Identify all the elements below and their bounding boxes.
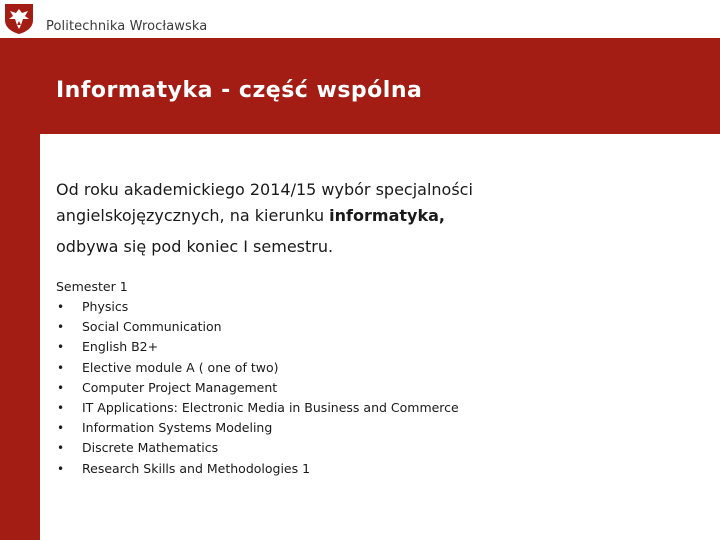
course-name: Research Skills and Methodologies 1	[82, 460, 311, 476]
bullet: •	[57, 340, 65, 355]
left-accent-bar	[0, 38, 40, 540]
list-item	[56, 337, 696, 357]
bullet: •	[57, 380, 65, 395]
intro-line-2	[56, 203, 696, 229]
bullet: •	[57, 360, 65, 375]
list-item	[56, 418, 696, 438]
intro-paragraph	[56, 177, 696, 260]
intro-line-1: Od roku akademickiego 2014/15 wybór specjalności	[56, 180, 473, 199]
pwr-eagle-logo-icon	[4, 3, 34, 35]
list-item	[56, 317, 696, 337]
course-list	[56, 297, 696, 479]
bullet: •	[57, 300, 65, 314]
course-name: Elective module A ( one of two)	[82, 359, 279, 375]
course-name: Computer Project Management	[82, 379, 278, 395]
list-item	[56, 297, 696, 317]
bullet: •	[57, 441, 65, 456]
course-name: English B2+	[82, 339, 159, 355]
list-item	[56, 398, 696, 418]
bullet: •	[57, 461, 65, 476]
course-name: Physics	[82, 299, 129, 314]
course-name: IT Applications: Electronic Media in Business and Commerce	[82, 399, 459, 415]
intro-keyword: informatyka,	[329, 206, 445, 225]
title-band	[40, 38, 720, 134]
list-item	[56, 459, 696, 479]
bullet: •	[57, 320, 65, 335]
course-name: Social Communication	[82, 319, 222, 335]
list-item	[56, 438, 696, 458]
intro-line-3: odbywa się pod koniec I semestru.	[56, 237, 334, 256]
slide-title: Informatyka - część wspólna	[56, 78, 423, 103]
university-name: Politechnika Wrocławska	[46, 19, 208, 34]
course-name: Discrete Mathematics	[82, 440, 219, 456]
semester-title: Semester 1	[56, 279, 128, 294]
intro-line-2-text: angielskojęzycznych, na kierunku	[56, 206, 330, 225]
list-item	[56, 378, 696, 398]
bullet: •	[57, 400, 65, 415]
bullet: •	[57, 421, 65, 436]
list-item	[56, 358, 696, 378]
semester-section	[56, 277, 696, 479]
course-name: Information Systems Modeling	[82, 420, 273, 436]
